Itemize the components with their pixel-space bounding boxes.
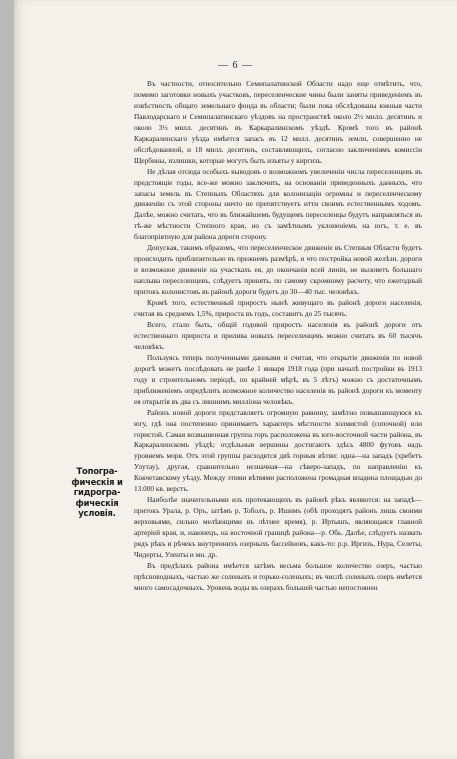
body-text — [134, 79, 422, 594]
paragraph: Кромѣ того, естественный приростъ нынѣ живущаго въ районѣ дороги населенiя, считая въ среднемъ 1,5%, прироста въ годъ, составитъ до 25 тысячъ. — [134, 298, 422, 319]
paragraph: Районъ новой дороги представляетъ огромную равнину, замѣтно повышающуюся къ югу, гдѣ она постепенно принимаетъ характеръ мѣстности холмистой (сопочной) или гористой. Самая возвышенная группа горъ расположена въ юго-восточной части района, въ Каркаралинскомъ уѣздѣ; отдѣльныя вершины достигаютъ здѣсь 4800 футовъ надъ уровнемъ моря. Отъ этой группы расходятся двѣ горныя вѣтви: одна—на западъ (хребетъ Улутау), другая, сравнительно незначная—на сѣверо-западъ, по направленiю къ Кокчетавскому уѣзду. Между этими вѣтвями расположена громадная впадина площадью до 13.000 кв. верстъ. — [134, 407, 422, 494]
margin-heading-line: фическiя — [75, 497, 119, 508]
paragraph: Всего, стало быть, общiй годовой приростъ населенiя въ районѣ дороги отъ естественнаго прироста и прилива новыхъ переселенцевъ можно считать въ 60 тысячъ человѣкъ. — [134, 319, 422, 351]
page-number: — 6 — — [218, 60, 253, 71]
margin-heading-line: фическiя и — [71, 476, 123, 487]
paragraph: Въ частности, относительно Семипалатинской Области надо еще отмѣтить, что, помимо заготовки новыхъ участковъ, переселенческие чины были заняты приведенiемъ въ извѣстность общаго земельнаго фонда въ области; были пока обслѣдованы южныя части Павлодарскаго и Семипалатинскаго уѣздовъ на пространствѣ около 2½ милл. десятинъ и около 3½ милл. десятинъ въ Каркаралинскомъ уѣздѣ. Кромѣ того въ районѣ Каркаралинскаго уѣзда имѣется запасъ въ 12 милл. десятинъ земли, совершенно не обслѣдованной, и 18 милл. десятинъ, составляющихъ, согласно заключенiямъ комиссiи Щербины, излишки, которые могутъ быть изъяты у киргизъ. — [134, 79, 422, 165]
paragraph: Пользуясь теперь полученными данными и считая, что открытiе движенiя по новой дорогѣ можетъ послѣдовать не ранѣе 1 января 1918 года (при началѣ постройки въ 1913 году и строительномъ перiодѣ, по крайней мѣрѣ, въ 5 лѣтъ) можно съ достаточнымъ приближенiемъ опредѣлить возможное количество населенiя въ районѣ дороги къ моменту ея открытiя въ два съ лишнимъ миллiона человѣкъ. — [134, 352, 422, 406]
margin-heading — [62, 466, 132, 519]
paragraph: Въ предѣлахъ района имѣется затѣмъ весьма большое количество озеръ, частью прѣсноводныхъ, частью же соленыхъ и горько-соленыхъ; въ числѣ соленыхъ озеръ имѣется много самосадочныхъ. Уровень воды въ озерахъ большей частью непостоянен — [134, 560, 422, 592]
margin-heading-line: Топогра- — [76, 466, 118, 476]
margin-heading-line: гидрогра- — [73, 487, 121, 497]
paragraph: Не дѣлая отсюда особыхъ выводовъ о возможномъ увеличенiи числа переселенцевъ въ предстоящiе годы, все-же можно заключить, на основанiи приведенныхъ данныхъ, что запасы земель въ Степныхъ Областяхъ для колонизацiи огромны и переселенческому движенiю съ этой стороны ничто не препятствуетъ итти своимъ естественнымъ ходомъ. Далѣе, можно считать, что въ ближайшемъ будущемъ переселенцы будутъ направляться въ тѣ-же мѣстности Степного края, но съ замѣтнымъ уклоненiемъ на югъ, т. е. въ благопрiятную для района дороги сторону. — [134, 166, 422, 242]
paragraph: Допуская, такимъ образомъ, что переселенческое движенiе въ Степныя Области будетъ происходить приблизительно въ прежнемъ размѣрѣ, и что постройка новой желѣзн. дороги и возможное движенiе на участкахъ ея, до окончанiя всей линiи, не вызоветъ большаго наплыва переселенцевъ, слѣдуетъ принять, по самому скромному расчету, что ежегодный притокъ колонистовъ въ районѣ дороги будетъ до 30—40 тыс. человѣкъ. — [134, 243, 422, 297]
margin-heading-line: условiя. — [78, 508, 116, 518]
paragraph: Наиболѣе значительными изъ протекающихъ въ районѣ рѣкъ являются: на западѣ—притокъ Урала, р. Оръ, затѣмъ р. Тоболъ, р. Ишимъ (обѣ проходятъ районъ лишь своими верховьями, сильно мелѣющими въ лѣтнее время), р. Иртышъ, являющаяся главной артерiей края, и, наконецъ, на восточной границѣ района—р. Обь. Далѣе, слѣдуетъ назвать рядъ рѣкъ и рѣчекъ внутреннихъ озерныхъ бассейновъ, какъ-то: р.р. Иргизъ, Нура, Селеты, Чидерты, Уленты и мн. др. — [134, 495, 422, 559]
book-page — [14, 0, 457, 759]
